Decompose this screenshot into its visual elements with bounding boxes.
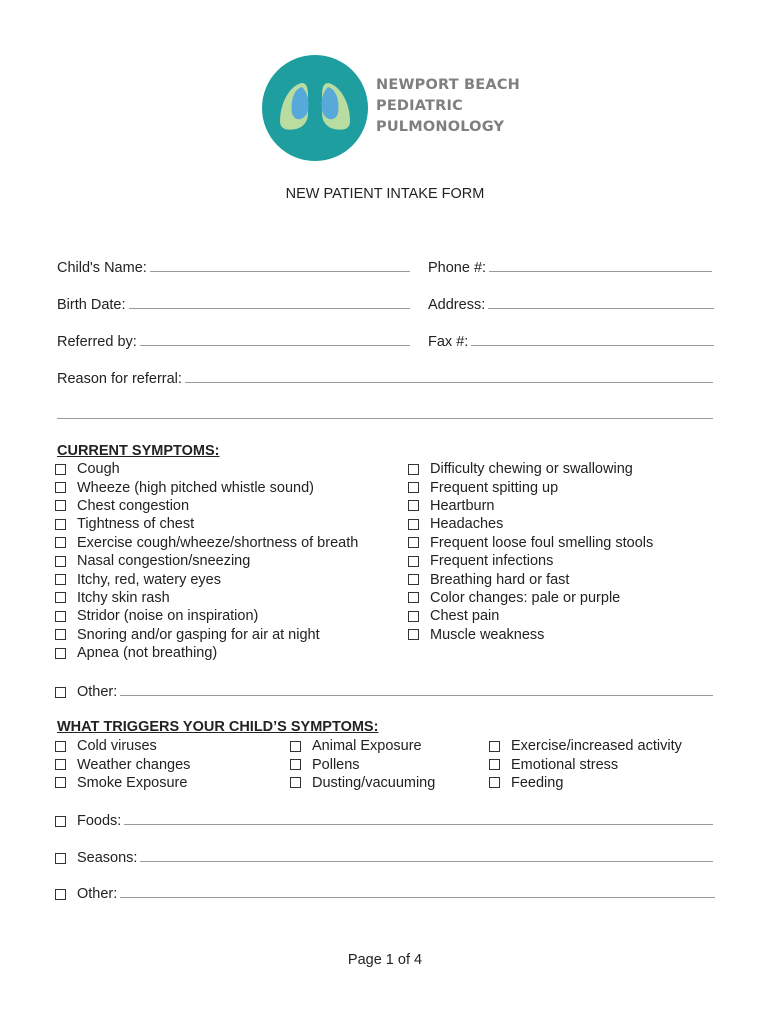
checkbox[interactable] xyxy=(55,611,66,622)
symptom-label: Itchy skin rash xyxy=(77,589,170,606)
symptom-label: Heartburn xyxy=(430,497,495,514)
symptom-label: Exercise cough/wheeze/shortness of breath xyxy=(77,534,359,551)
checkbox[interactable] xyxy=(55,537,66,548)
symptom-label: Cough xyxy=(77,461,120,478)
symptom-label: Tightness of chest xyxy=(77,516,195,533)
referred-by-label: Referred by: xyxy=(57,334,137,350)
symptom-label: Wheeze (high pitched whistle sound) xyxy=(77,479,314,496)
checkbox[interactable] xyxy=(55,777,66,788)
trigger-item[interactable] xyxy=(290,755,435,773)
triggers-other-field[interactable] xyxy=(55,884,715,904)
checkbox[interactable] xyxy=(55,889,66,900)
logo-circle xyxy=(262,55,368,161)
checkbox[interactable] xyxy=(290,777,301,788)
referred-by-field[interactable] xyxy=(57,332,410,352)
trigger-item[interactable] xyxy=(290,774,435,792)
checkbox[interactable] xyxy=(55,687,66,698)
symptoms-other-label: Other: xyxy=(77,684,118,700)
checkbox[interactable] xyxy=(489,759,500,770)
symptom-item[interactable] xyxy=(55,460,358,478)
symptom-item[interactable] xyxy=(408,515,653,533)
childs-name-field[interactable] xyxy=(57,258,410,278)
symptom-item[interactable] xyxy=(408,607,653,625)
reason-line-2[interactable] xyxy=(57,418,713,419)
checkbox[interactable] xyxy=(408,537,419,548)
trigger-label: Cold viruses xyxy=(77,738,157,755)
checkbox[interactable] xyxy=(408,482,419,493)
symptom-label: Headaches xyxy=(430,516,504,533)
address-label: Address: xyxy=(428,297,486,313)
childs-name-label: Child's Name: xyxy=(57,260,147,276)
symptom-item[interactable] xyxy=(408,589,653,607)
checkbox[interactable] xyxy=(55,500,66,511)
trigger-item[interactable] xyxy=(489,774,682,792)
symptom-item[interactable] xyxy=(408,552,653,570)
trigger-label: Exercise/increased activity xyxy=(511,738,682,755)
symptom-item[interactable] xyxy=(408,478,653,496)
trigger-label: Feeding xyxy=(511,774,564,791)
checkbox[interactable] xyxy=(408,611,419,622)
symptom-label: Stridor (noise on inspiration) xyxy=(77,608,259,625)
symptom-label: Frequent infections xyxy=(430,553,554,570)
triggers-heading: WHAT TRIGGERS YOUR CHILD’S SYMPTOMS: xyxy=(57,719,379,735)
seasons-line[interactable] xyxy=(140,848,713,862)
symptom-item[interactable] xyxy=(55,497,358,515)
checkbox[interactable] xyxy=(55,648,66,659)
address-field[interactable] xyxy=(428,295,714,315)
symptom-label: Chest congestion xyxy=(77,497,190,514)
birth-date-field[interactable] xyxy=(57,295,410,315)
symptom-item[interactable] xyxy=(55,478,358,496)
page-number: Page 1 of 4 xyxy=(347,952,423,968)
checkbox[interactable] xyxy=(408,592,419,603)
form-title: NEW PATIENT INTAKE FORM xyxy=(285,186,485,202)
symptom-item[interactable] xyxy=(55,607,358,625)
address-line[interactable] xyxy=(488,295,714,309)
checkbox[interactable] xyxy=(55,519,66,530)
childs-name-line[interactable] xyxy=(150,258,410,272)
triggers-col1 xyxy=(55,737,190,792)
birth-date-label: Birth Date: xyxy=(57,297,126,313)
seasons-label: Seasons: xyxy=(77,850,138,866)
checkbox[interactable] xyxy=(55,759,66,770)
checkbox[interactable] xyxy=(489,741,500,752)
symptom-label: Nasal congestion/sneezing xyxy=(77,553,251,570)
symptoms-heading: CURRENT SYMPTOMS: xyxy=(57,443,220,459)
symptom-item[interactable] xyxy=(408,626,653,644)
symptom-label: Color changes: pale or purple xyxy=(430,589,621,606)
symptom-item[interactable] xyxy=(408,460,653,478)
symptom-label: Difficulty chewing or swallowing xyxy=(430,461,633,478)
reason-label: Reason for referral: xyxy=(57,371,182,387)
symptoms-other-field[interactable] xyxy=(55,682,713,702)
checkbox[interactable] xyxy=(55,816,66,827)
checkbox[interactable] xyxy=(55,574,66,585)
symptom-item[interactable] xyxy=(55,515,358,533)
symptoms-other-line[interactable] xyxy=(120,682,713,696)
triggers-other-label: Other: xyxy=(77,886,118,902)
logo-line-2: PEDIATRIC xyxy=(376,98,463,114)
checkbox[interactable] xyxy=(408,519,419,530)
birth-date-line[interactable] xyxy=(129,295,411,309)
triggers-other-line[interactable] xyxy=(120,884,715,898)
symptom-label: Snoring and/or gasping for air at night xyxy=(77,626,320,643)
checkbox[interactable] xyxy=(408,629,419,640)
symptom-item[interactable] xyxy=(408,570,653,588)
symptom-label: Frequent loose foul smelling stools xyxy=(430,534,654,551)
checkbox[interactable] xyxy=(408,574,419,585)
symptom-label: Breathing hard or fast xyxy=(430,571,570,588)
checkbox[interactable] xyxy=(55,592,66,603)
symptom-item[interactable] xyxy=(55,570,358,588)
checkbox[interactable] xyxy=(408,500,419,511)
symptom-item[interactable] xyxy=(55,552,358,570)
checkbox[interactable] xyxy=(55,741,66,752)
reason-line[interactable] xyxy=(185,369,713,383)
symptom-item[interactable] xyxy=(55,626,358,644)
trigger-label: Weather changes xyxy=(77,756,191,773)
phone-line[interactable] xyxy=(489,258,712,272)
lungs-icon xyxy=(262,55,368,161)
trigger-label: Dusting/vacuuming xyxy=(312,774,436,791)
trigger-item[interactable] xyxy=(55,774,190,792)
checkbox[interactable] xyxy=(55,482,66,493)
symptom-label: Itchy, red, watery eyes xyxy=(77,571,221,588)
checkbox[interactable] xyxy=(55,556,66,567)
logo-line-1: NEWPORT BEACH xyxy=(376,77,520,93)
checkbox[interactable] xyxy=(290,741,301,752)
symptom-item[interactable] xyxy=(408,534,653,552)
foods-line[interactable] xyxy=(124,811,713,825)
trigger-item[interactable] xyxy=(55,737,190,755)
checkbox[interactable] xyxy=(55,464,66,475)
fax-label: Fax #: xyxy=(428,334,469,350)
trigger-item[interactable] xyxy=(489,737,682,755)
foods-field[interactable] xyxy=(55,811,713,831)
symptom-label: Apnea (not breathing) xyxy=(77,645,218,662)
checkbox[interactable] xyxy=(408,464,419,475)
triggers-col3 xyxy=(489,737,682,792)
trigger-label: Pollens xyxy=(312,756,360,773)
seasons-field[interactable] xyxy=(55,848,713,868)
logo-text xyxy=(376,75,520,138)
phone-label: Phone #: xyxy=(428,260,487,276)
checkbox[interactable] xyxy=(408,556,419,567)
symptom-item[interactable] xyxy=(55,534,358,552)
symptom-label: Chest pain xyxy=(430,608,500,625)
symptoms-left-list xyxy=(55,460,358,662)
symptoms-right-list xyxy=(408,460,653,644)
trigger-label: Smoke Exposure xyxy=(77,774,188,791)
trigger-label: Animal Exposure xyxy=(312,738,422,755)
practice-logo xyxy=(262,55,532,165)
trigger-label: Emotional stress xyxy=(511,756,619,773)
symptom-label: Muscle weakness xyxy=(430,626,545,643)
trigger-item[interactable] xyxy=(55,755,190,773)
symptom-label: Frequent spitting up xyxy=(430,479,559,496)
checkbox[interactable] xyxy=(489,777,500,788)
triggers-col2 xyxy=(290,737,435,792)
referred-by-line[interactable] xyxy=(140,332,410,346)
checkbox[interactable] xyxy=(55,853,66,864)
reason-field[interactable] xyxy=(57,369,713,389)
symptom-item[interactable] xyxy=(55,644,358,662)
foods-label: Foods: xyxy=(77,813,122,829)
phone-field[interactable] xyxy=(428,258,712,278)
logo-line-3: PULMONOLOGY xyxy=(376,119,505,135)
symptom-item[interactable] xyxy=(55,589,358,607)
checkbox[interactable] xyxy=(290,759,301,770)
symptom-item[interactable] xyxy=(408,497,653,515)
fax-line[interactable] xyxy=(471,332,714,346)
trigger-item[interactable] xyxy=(489,755,682,773)
fax-field[interactable] xyxy=(428,332,714,352)
checkbox[interactable] xyxy=(55,629,66,640)
trigger-item[interactable] xyxy=(290,737,435,755)
